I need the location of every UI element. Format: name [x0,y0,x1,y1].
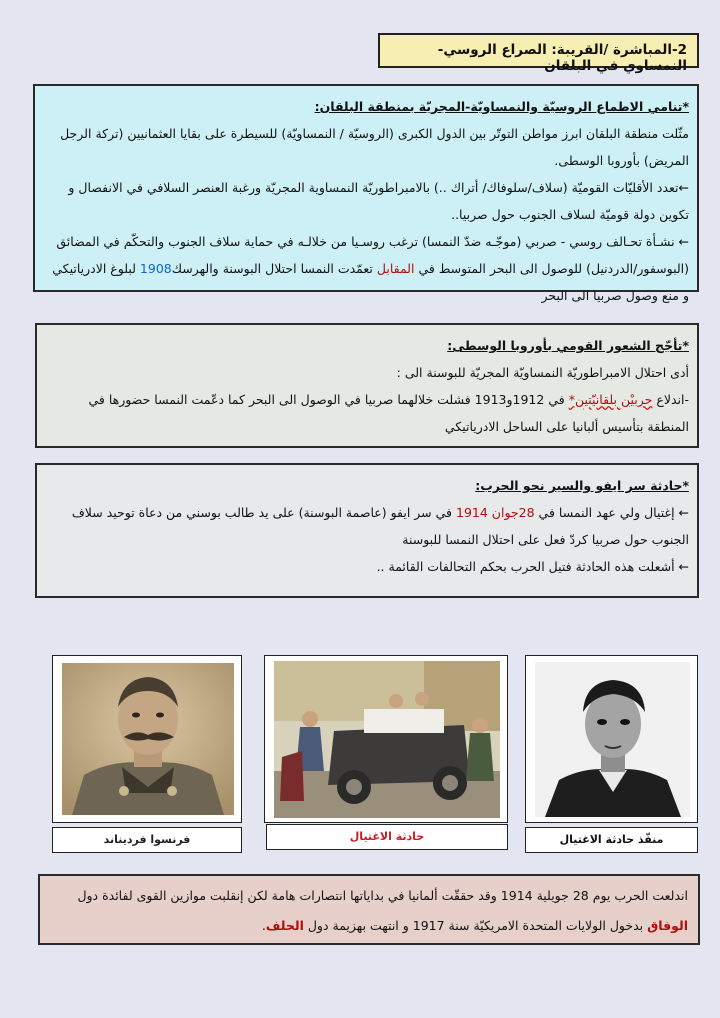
highlight-year-1908: 1908 [139,261,172,276]
section1-paragraph-3 [43,228,689,309]
section1-p3-part-a: ← نشـأة تحـالف روسي - صربي (موجّـه ضدّ النمسا) ترغب روسـيا من خلالـه في حماية سلاف الجنوب والتحكّم في المضائق (البوسفور/الدردنيل) للوصول الى البحر المتوسط في [56,234,689,276]
portrait-franz-ferdinand [52,655,242,823]
title-text: 2-المباشرة /القريبة: الصراع الروسي- النمساوي في البلقان [437,42,687,74]
section3-p1-part-a: ← إغتيال ولي عهد النمسا في [538,505,689,520]
archduke-photo [62,663,234,815]
section1-paragraph-1: مثّلت منطقة البلقان ابرز مواطن التوتّر بين الدول الكبرى (الروسيّة / النمساويّة) للسيطرة على بقايا العثمانيين (تركة الرجل المريض) بأوروبا الوسطى. [60,126,689,168]
section3-heading: *حادثة سر ايفو والسير نحو الحرب: [475,478,689,493]
section1-paragraph-2: ←تعدد الأقليّات القوميّة (سلاف/سلوفاك/ أتراك ..) بالامبراطوريّة النمساوية المجريّة ورغبة العنصر السلافي في الانفصال و تكوين دولة قوميّة لسلاف الجنوب حول صربيا.. [68,180,689,222]
section-sarajevo [35,463,699,598]
section3-p1-part-b: في سر ايفو (عاصمة البوسنة) على يد طالب بوسني من دعاة توحيد سلاف الجنوب حول صربيا كردّ فعل على احتلال النمسا للبوسنة [71,505,689,547]
highlight-balkan-wars: حربيْن بلقانيّتين* [568,392,653,407]
section4-part-b: بدخول الولايات المتحدة الامريكيّة سنة 1917 و انتهت بهزيمة دول [307,918,644,933]
section2-p2-part-b: في 1912و1913 فشلت خلالهما صربيا في الوصول الى البحر كما دعّمت النمسا حضورها في المنطقة بتأسيس ألبانيا على الساحل الادرياتيكي [88,392,689,434]
assassin-photo [535,662,690,817]
section2-paragraph-2 [45,386,689,440]
section3-paragraph-2: ← أشعلت هذه الحادثة فتيل الحرب بحكم التحالفات القائمة .. [376,559,689,574]
caption-assassination [266,824,508,850]
highlight-date: 28جوان 1914 [456,505,535,520]
section3-paragraph-1 [45,499,689,553]
caption-assassin [525,827,698,853]
assassination-image [274,661,500,818]
section1-p3-part-c: لبلوغ الادرياتيكي و منع وصول صربيا الى البحر [52,261,689,303]
highlight-contrast: المقابل [376,261,415,276]
highlight-allies: الوفاق [647,918,688,933]
section1-heading: *تنامي الاطماع الروسيّة والنمساويّة-المجريّة بمنطقة البلقان: [314,99,689,114]
caption-right-text: منفّذ حادثة الاغتيال [559,833,664,846]
highlight-central-powers: الحلف [265,918,304,933]
caption-middle-text: حادثة الاغتيال [349,830,425,843]
lesson-title [378,33,699,74]
section4-part-c: . [261,918,266,933]
assassination-illustration [264,655,508,823]
caption-left-text: فرنسوا فرديناند [103,833,191,846]
section4-part-a: اندلعت الحرب يوم 28 جويلية 1914 وقد حققّت ألمانيا في بداياتها انتصارات هامة لكن إنقلبت موازين القوى لفائدة دول [77,888,688,903]
section-balkan-ambitions [33,84,699,303]
section1-p3-part-b: تعمّدت النمسا احتلال البوسنة والهرسك [171,261,373,276]
section2-p2-part-a: -اندلاع [656,392,689,407]
section2-paragraph-1: أدى احتلال الامبراطوريّة النمساويّة المجريّة للبوسنة الى : [396,365,689,380]
section-war-outbreak [38,874,700,945]
caption-franz-ferdinand [52,827,242,853]
portrait-assassin [525,655,698,823]
section-nationalism [35,323,699,448]
section2-heading: *تأجّج الشعور القومي بأوروبا الوسطى: [447,338,689,353]
